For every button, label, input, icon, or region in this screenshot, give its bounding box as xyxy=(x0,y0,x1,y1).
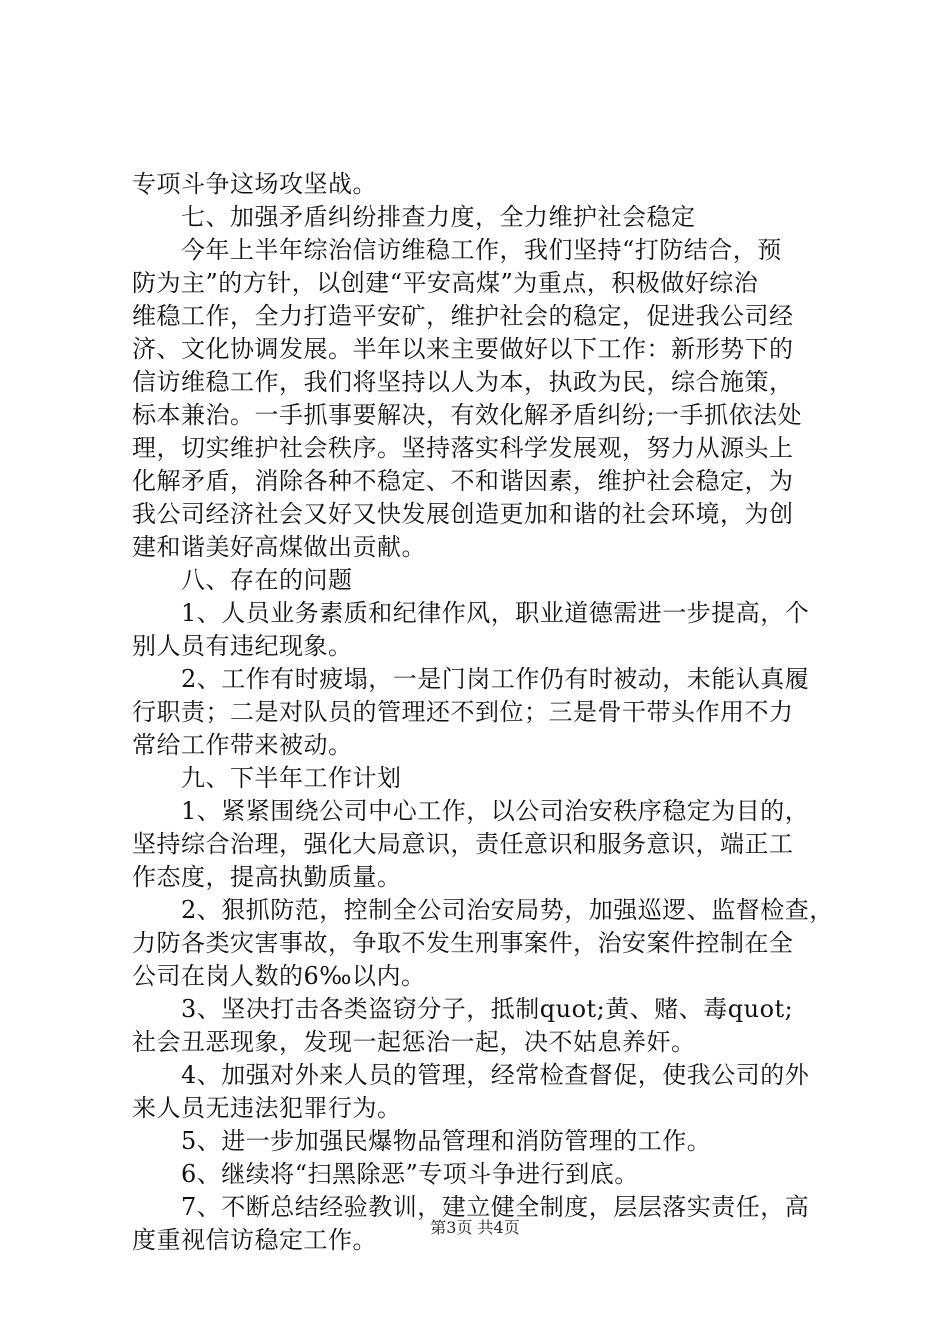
text-line: 2、狠抓防范，控制全公司治安局势，加强巡逻、监督检查， xyxy=(132,896,834,924)
text-line: 1、人员业务素质和纪律作风，职业道德需进一步提高，个 xyxy=(132,599,810,627)
text-line: 公司在岗人数的6‰以内。 xyxy=(132,962,426,990)
text-line: 7、不断总结经验教训，建立健全制度，层层落实责任，高 xyxy=(132,1193,810,1221)
text-line: 理，切实维护社会秩序。坚持落实科学发展观，努力从源头上 xyxy=(132,434,794,462)
page-footer: 第3页 共4页 xyxy=(430,1218,520,1237)
text-line: 化解矛盾，消除各种不稳定、不和谐因素，维护社会稳定，为 xyxy=(132,467,794,495)
text-line: 我公司经济社会又好又快发展创造更加和谐的社会环境，为创 xyxy=(132,500,794,528)
text-line: 作态度，提高执勤质量。 xyxy=(132,863,402,891)
text-line: 行职责；二是对队员的管理还不到位；三是骨干带头作用不力 xyxy=(132,698,794,726)
text-line: 济、文化协调发展。半年以来主要做好以下工作：新形势下的 xyxy=(132,335,794,363)
text-line: 5、进一步加强民爆物品管理和消防管理的工作。 xyxy=(132,1127,712,1155)
text-line: 3、坚决打击各类盗窃分子，抵制quot;黄、赌、毒quot; xyxy=(132,995,794,1023)
text-line: 七、加强矛盾纠纷排查力度，全力维护社会稳定 xyxy=(132,203,696,231)
text-line: 2、工作有时疲塌，一是门岗工作仍有时被动，未能认真履 xyxy=(132,665,810,693)
text-line: 防为主”的方针，以创建“平安高煤”为重点，积极做好综治 xyxy=(132,269,759,297)
text-line: 建和谐美好高煤做出贡献。 xyxy=(132,533,426,561)
text-line: 1、紧紧围绕公司中心工作，以公司治安秩序稳定为目的， xyxy=(132,797,810,825)
text-line: 6、继续将“扫黑除恶”专项斗争进行到底。 xyxy=(132,1160,639,1188)
text-line: 度重视信访稳定工作。 xyxy=(132,1226,377,1254)
text-line: 信访维稳工作，我们将坚持以人为本，执政为民，综合施策， xyxy=(132,368,794,396)
text-line: 坚持综合治理，强化大局意识，责任意识和服务意识，端正工 xyxy=(132,830,794,858)
text-line: 4、加强对外来人员的管理，经常检查督促，使我公司的外 xyxy=(132,1061,810,1089)
text-line: 社会丑恶现象，发现一起惩治一起，决不姑息养奸。 xyxy=(132,1028,696,1056)
text-line: 常给工作带来被动。 xyxy=(132,731,353,759)
text-line: 今年上半年综治信访维稳工作，我们坚持“打防结合，预 xyxy=(132,236,782,264)
text-line: 专项斗争这场攻坚战。 xyxy=(132,170,377,198)
text-line: 来人员无违法犯罪行为。 xyxy=(132,1094,402,1122)
document-body xyxy=(132,168,834,1257)
text-line: 八、存在的问题 xyxy=(132,566,353,594)
text-line: 九、下半年工作计划 xyxy=(132,764,402,792)
text-line: 标本兼治。一手抓事要解决，有效化解矛盾纠纷;一手抓依法处 xyxy=(132,401,803,429)
text-line: 维稳工作，全力打造平安矿，维护社会的稳定，促进我公司经 xyxy=(132,302,794,330)
text-line: 别人员有违纪现象。 xyxy=(132,632,353,660)
text-line: 力防各类灾害事故，争取不发生刑事案件，治安案件控制在全 xyxy=(132,929,794,957)
